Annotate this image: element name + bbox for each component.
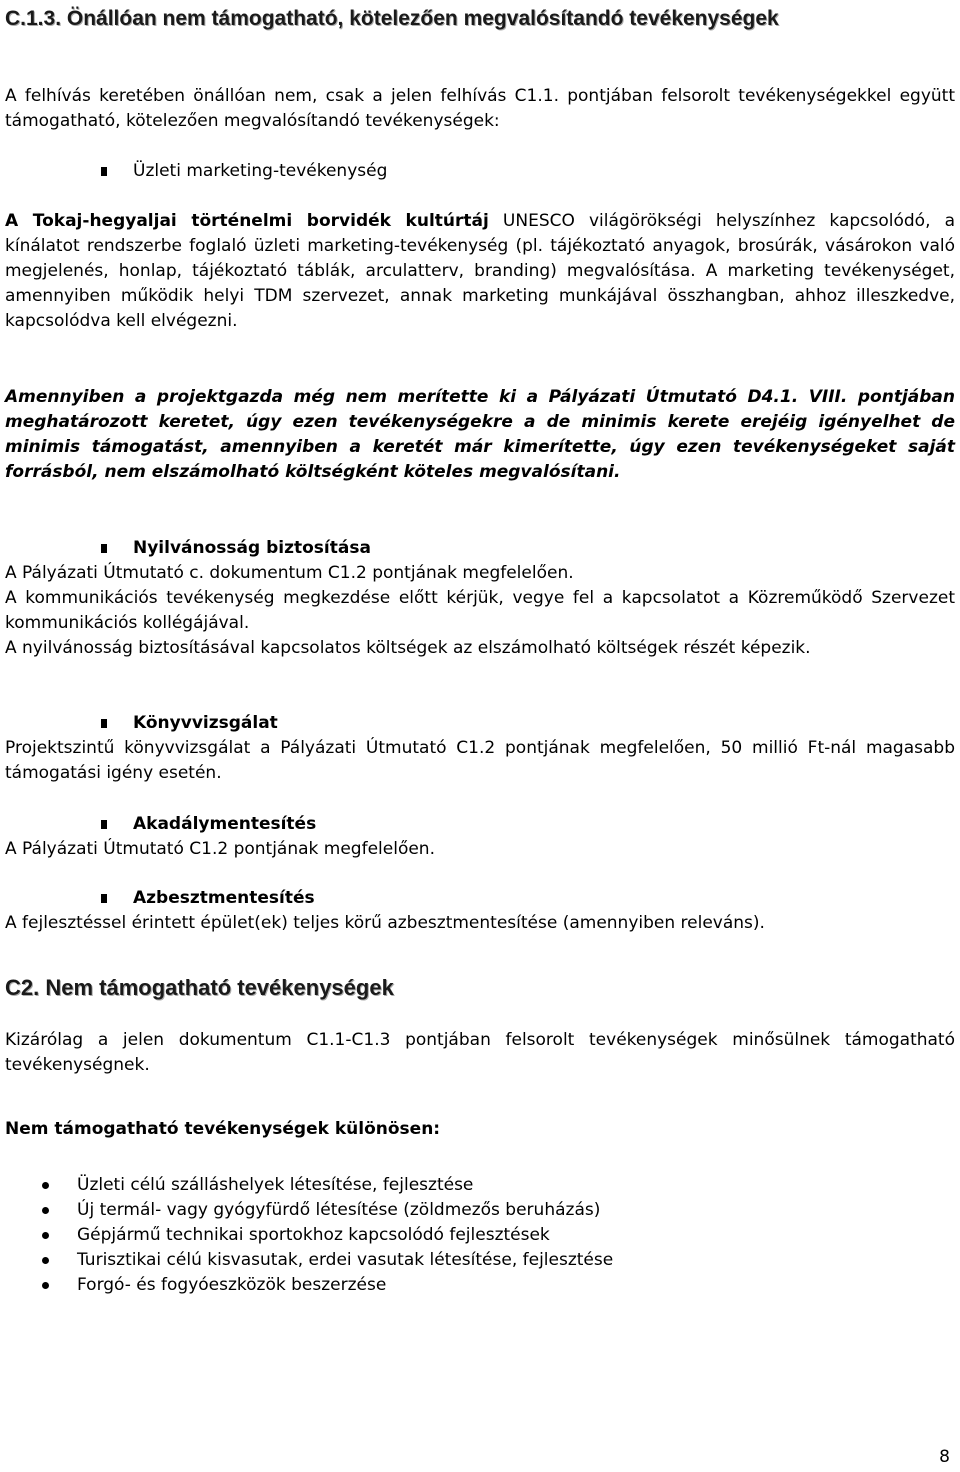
- nyilvanossag-p3: A nyilvánosság biztosításával kapcsolatos költségek az elszámolható költségek részét képezik.: [5, 638, 811, 658]
- marketing-paragraph: [5, 209, 955, 334]
- konyvvizsgalat-heading: Könyvvizsgálat: [133, 713, 278, 733]
- marketing-heading: Üzleti marketing-tevékenység: [133, 161, 388, 181]
- square-bullet-icon: [101, 820, 107, 829]
- list-item: Turisztikai célú kisvasutak, erdei vasutak létesítése, fejlesztése: [5, 1248, 955, 1273]
- nyilvanossag-block: [5, 536, 955, 661]
- de-minimis-paragraph: Amennyiben a projektgazda még nem merítette ki a Pályázati Útmutató D4.1. VIII. pontjában meghatározott keretet, úgy ezen tevékenységekre a de minimis kerete erejéig igényelhet de minimis támogatást, amennyiben a keretét már kimerítette, úgy ezen tevékenységeket saját forrásból, nem elszámolható költségként köteles megvalósítani.: [5, 387, 955, 482]
- akadaly-block: [5, 812, 955, 862]
- square-bullet-icon: [101, 719, 107, 728]
- square-bullet-icon: [101, 894, 107, 903]
- nyilvanossag-p2: A kommunikációs tevékenység megkezdése előtt kérjük, vegye fel a kapcsolatot a Közreműködő Szervezet kommunikációs kollégájával.: [5, 588, 955, 633]
- nyilvanossag-p1: A Pályázati Útmutató c. dokumentum C1.2 pontjának megfelelően.: [5, 563, 574, 583]
- section-header: [5, 5, 955, 32]
- page-number: 8: [939, 1447, 950, 1467]
- marketing-paragraph-block: [5, 209, 955, 334]
- c2-intro: Kizárólag a jelen dokumentum C1.1-C1.3 pontjában felsorolt tevékenységek minősülnek támogatható tevékenységnek.: [5, 1030, 955, 1075]
- list-item: Forgó- és fogyóeszközök beszerzése: [5, 1273, 955, 1298]
- c2-list-heading: Nem támogatható tevékenységek különösen:: [5, 1119, 441, 1139]
- c2-header: [5, 975, 955, 1001]
- section-intro-block: [5, 84, 955, 134]
- square-bullet-icon: [101, 544, 107, 553]
- section-intro: A felhívás keretében önállóan nem, csak a jelen felhívás C1.1. pontjában felsorolt tevékenységekkel együtt támogatható, kötelezően megvalósítandó tevékenységek:: [5, 86, 955, 131]
- c2-list-heading-block: [5, 1117, 955, 1142]
- marketing-bold-lead: A Tokaj-hegyaljai történelmi borvidék kultúrtáj: [5, 211, 489, 231]
- konyvvizsgalat-block: [5, 711, 955, 786]
- c2-list-block: [5, 1173, 955, 1298]
- c2-title: C2. Nem támogatható tevékenységek: [5, 975, 394, 1000]
- azbeszt-block: [5, 886, 955, 936]
- square-bullet-icon: [101, 167, 107, 176]
- de-minimis-block: [5, 385, 955, 485]
- azbeszt-heading: Azbesztmentesítés: [133, 888, 315, 908]
- list-item: Üzleti célú szálláshelyek létesítése, fejlesztése: [5, 1173, 955, 1198]
- nyilvanossag-heading: Nyilvánosság biztosítása: [133, 538, 371, 558]
- section-title: C.1.3. Önállóan nem támogatható, kötelezően megvalósítandó tevékenységek: [5, 7, 779, 30]
- marketing-heading-row: [5, 159, 955, 184]
- excluded-activities-list: [5, 1173, 955, 1298]
- list-item: Gépjármű technikai sportokhoz kapcsolódó fejlesztések: [5, 1223, 955, 1248]
- konyvvizsgalat-p1: Projektszintű könyvvizsgálat a Pályázati Útmutató C1.2 pontjának megfelelően, 50 millió Ft-nál magasabb támogatási igény esetén.: [5, 738, 955, 783]
- list-item: Új termál- vagy gyógyfürdő létesítése (zöldmezős beruházás): [5, 1198, 955, 1223]
- marketing-body: UNESCO világörökségi helyszínhez kapcsolódó, a kínálatot rendszerbe foglaló üzleti marketing-tevékenység (pl. tájékoztató anyagok, brosúrák, vásárokon való megjelenés, honlap, tájékoztató táblák, arculatterv, branding) megvalósítása. A marketing tevékenységet, amennyiben működik helyi TDM szervezet, annak marketing munkájával összhangban, ahhoz illeszkedve, kapcsolódva kell elvégezni.: [5, 211, 955, 331]
- c2-intro-block: [5, 1028, 955, 1078]
- akadaly-p1: A Pályázati Útmutató C1.2 pontjának megfelelően.: [5, 839, 435, 859]
- azbeszt-p1: A fejlesztéssel érintett épület(ek) teljes körű azbesztmentesítése (amennyiben releváns).: [5, 913, 765, 933]
- akadaly-heading: Akadálymentesítés: [133, 814, 317, 834]
